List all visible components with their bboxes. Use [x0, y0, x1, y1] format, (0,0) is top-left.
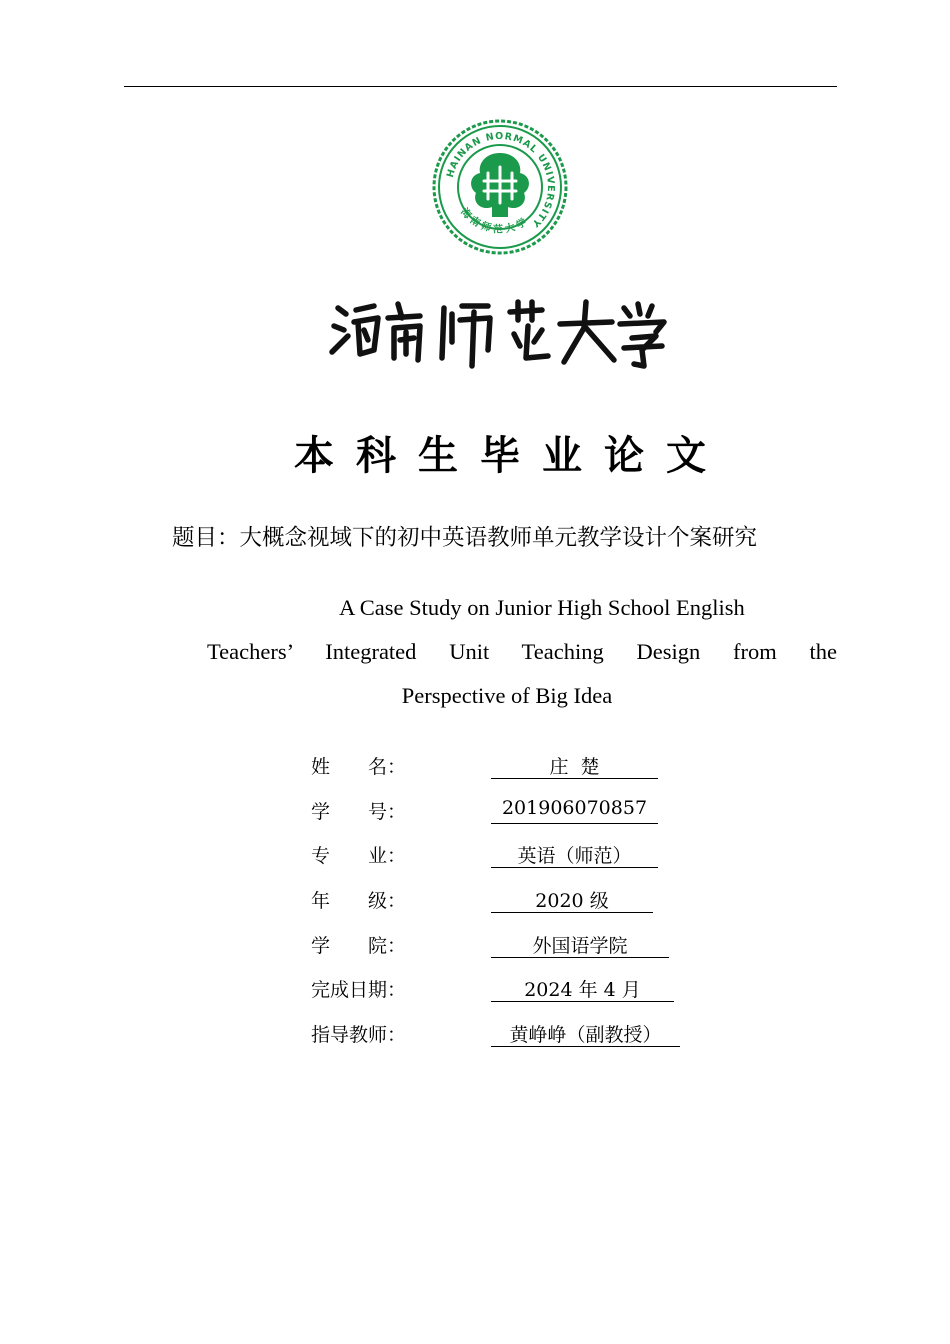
- english-title: [207, 586, 837, 718]
- english-title-line-2: Teachers’ Integrated Unit Teaching Design from the: [207, 639, 837, 664]
- info-label: 完成日期：: [311, 979, 407, 1002]
- info-value: 2024 年 4 月: [491, 975, 674, 1002]
- info-label: 指导教师：: [311, 1024, 407, 1047]
- svg-text:海南师范大学: 海南师范大学: [458, 206, 532, 236]
- info-value: 英语（师范）: [491, 841, 658, 868]
- english-title-line-3: Perspective of Big Idea: [401, 683, 613, 708]
- university-seal-icon: [430, 117, 570, 257]
- info-label: 学 院：: [311, 934, 407, 957]
- info-value: 黄峥峥（副教授）: [491, 1020, 680, 1047]
- info-value: 外国语学院: [491, 931, 669, 958]
- info-label: 专 业：: [311, 845, 407, 868]
- thesis-type-heading: 本科生毕业论文: [294, 433, 728, 479]
- chinese-title: 题目：大概念视域下的初中英语教师单元教学设计个案研究: [172, 525, 758, 551]
- info-value: 201906070857: [491, 797, 658, 824]
- university-name-calligraphy: [320, 288, 670, 370]
- info-value: 庄 楚: [491, 752, 658, 779]
- info-label: 姓 名：: [311, 756, 407, 778]
- info-label: 年 级：: [311, 890, 407, 913]
- english-title-line-1: A Case Study on Junior High School English: [339, 595, 745, 620]
- svg-text:HAINAN NORMAL UNIVERSITY: HAINAN NORMAL UNIVERSITY: [444, 130, 557, 230]
- header-rule: [124, 86, 837, 87]
- info-value: 2020 级: [491, 886, 653, 913]
- info-label: 学 号：: [311, 800, 407, 823]
